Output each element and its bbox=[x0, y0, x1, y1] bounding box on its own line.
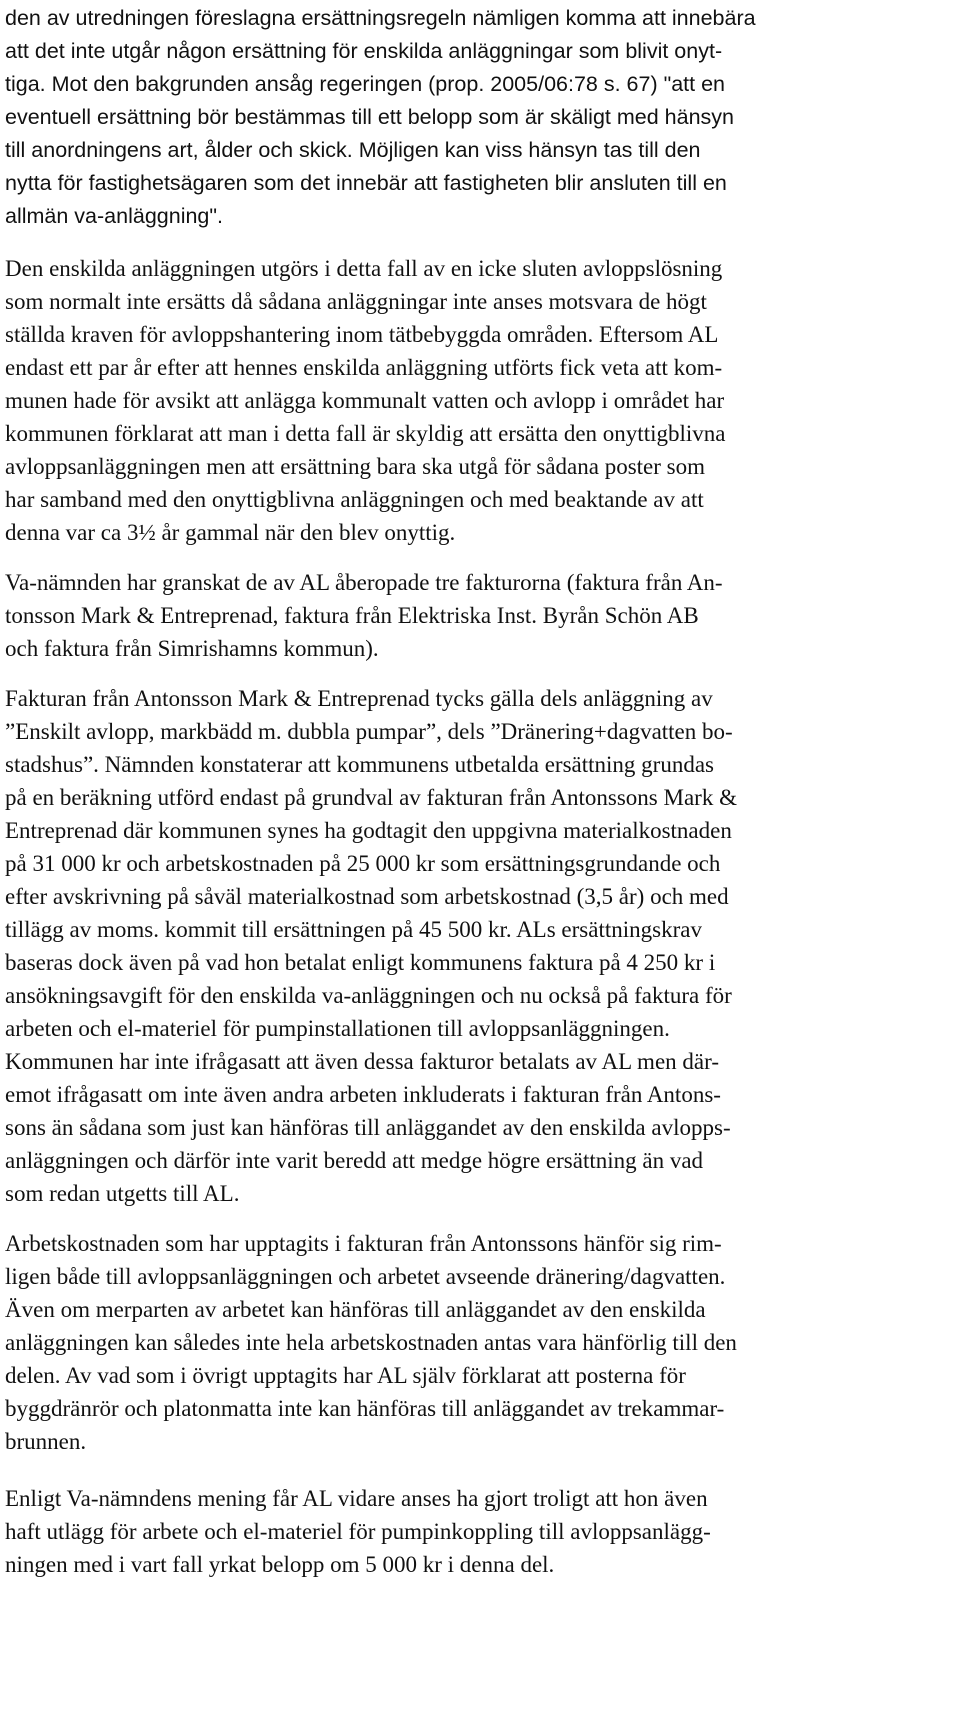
text-line: stadshus”. Nämnden konstaterar att kommunens utbetalda ersättning grundas bbox=[5, 752, 714, 777]
text-line: nytta för fastighetsägaren som det innebär att fastigheten blir ansluten till en bbox=[5, 171, 727, 195]
text-line: Fakturan från Antonsson Mark & Entreprenad tycks gälla dels anläggning av bbox=[5, 686, 713, 711]
text-line: Arbetskostnaden som har upptagits i fakturan från Antonssons hänför sig rim- bbox=[5, 1231, 722, 1256]
text-line: anläggningen kan således inte hela arbetskostnaden antas vara hänförlig till den bbox=[5, 1330, 737, 1355]
text-line: ligen både till avloppsanläggningen och arbetet avseende dränering/dagvatten. bbox=[5, 1264, 726, 1289]
text-line: anläggningen och därför inte varit beredd att medge högre ersättning än vad bbox=[5, 1148, 704, 1173]
text-line: som redan utgetts till AL. bbox=[5, 1181, 240, 1206]
text-line: Entreprenad där kommunen synes ha godtagit den uppgivna materialkostnaden bbox=[5, 818, 732, 843]
text-line: på en beräkning utförd endast på grundval av fakturan från Antonssons Mark & bbox=[5, 785, 737, 810]
text-line: avloppsanläggningen men att ersättning bara ska utgå för sådana poster som bbox=[5, 454, 706, 479]
text-line: arbeten och el-materiel för pumpinstallationen till avloppsanläggningen. bbox=[5, 1016, 670, 1041]
text-line: tiga. Mot den bakgrunden ansåg regeringen (prop. 2005/06:78 s. 67) "att en bbox=[5, 72, 726, 96]
text-line: tillägg av moms. kommit till ersättningen på 45 500 kr. ALs ersättningskrav bbox=[5, 917, 702, 942]
text-line: Va-nämnden har granskat de av AL åberopade tre fakturorna (faktura från An- bbox=[5, 570, 723, 595]
text-line: att det inte utgår någon ersättning för enskilda anläggningar som blivit onyt- bbox=[5, 39, 723, 63]
text-line: sons än sådana som just kan hänföras till anläggandet av den enskilda avlopps- bbox=[5, 1115, 731, 1140]
text-line: ”Enskilt avlopp, markbädd m. dubbla pumpar”, dels ”Dränering+dagvatten bo- bbox=[5, 719, 733, 744]
text-line: eventuell ersättning bör bestämmas till ett belopp som är skäligt med hänsyn bbox=[5, 105, 734, 129]
text-line: baseras dock även på vad hon betalat enligt kommunens faktura på 4 250 kr i bbox=[5, 950, 716, 975]
text-line: på 31 000 kr och arbetskostnaden på 25 000 kr som ersättningsgrundande och bbox=[5, 851, 721, 876]
text-line: haft utlägg för arbete och el-materiel för pumpinkoppling till avloppsanlägg- bbox=[5, 1519, 711, 1544]
text-line: Även om merparten av arbetet kan hänföras till anläggandet av den enskilda bbox=[5, 1297, 706, 1322]
text-line: som normalt inte ersätts då sådana anläggningar inte anses motsvara de högt bbox=[5, 289, 707, 314]
text-line: har samband med den onyttigblivna anläggningen och med beaktande av att bbox=[5, 487, 704, 512]
text-line: kommunen förklarat att man i detta fall är skyldig att ersätta den onyttigblivna bbox=[5, 421, 726, 446]
text-line: byggdränrör och platonmatta inte kan hänföras till anläggandet av trekammar- bbox=[5, 1396, 725, 1421]
text-line: ställda kraven för avloppshantering inom tätbebyggda områden. Eftersom AL bbox=[5, 322, 719, 347]
text-line: delen. Av vad som i övrigt upptagits har AL själv förklarat att posterna för bbox=[5, 1363, 686, 1388]
text-line: allmän va-anläggning". bbox=[5, 204, 223, 228]
text-line: denna var ca 3½ år gammal när den blev onyttig. bbox=[5, 520, 456, 545]
text-line: ansökningsavgift för den enskilda va-anläggningen och nu också på faktura för bbox=[5, 983, 732, 1008]
text-line: till anordningens art, ålder och skick. Möjligen kan viss hänsyn tas till den bbox=[5, 138, 701, 162]
text-line: tonsson Mark & Entreprenad, faktura från Elektriska Inst. Byrån Schön AB bbox=[5, 603, 699, 628]
text-line: Enligt Va-nämndens mening får AL vidare anses ha gjort troligt att hon även bbox=[5, 1486, 708, 1511]
text-line: munen hade för avsikt att anlägga kommunalt vatten och avlopp i området har bbox=[5, 388, 725, 413]
text-line: Den enskilda anläggningen utgörs i detta fall av en icke sluten avloppslösning bbox=[5, 256, 723, 281]
text-line: emot ifrågasatt om inte även andra arbeten inkluderats i fakturan från Antons- bbox=[5, 1082, 721, 1107]
text-line: ningen med i vart fall yrkat belopp om 5 000 kr i denna del. bbox=[5, 1552, 555, 1577]
text-line: Kommunen har inte ifrågasatt att även dessa fakturor betalats av AL men där- bbox=[5, 1049, 719, 1074]
text-line: endast ett par år efter att hennes enskilda anläggning utförts fick veta att kom- bbox=[5, 355, 723, 380]
text-line: brunnen. bbox=[5, 1429, 87, 1454]
text-line: och faktura från Simrishamns kommun). bbox=[5, 636, 379, 661]
text-line: den av utredningen föreslagna ersättningsregeln nämligen komma att innebära bbox=[5, 6, 756, 30]
text-line: efter avskrivning på såväl materialkostnad som arbetskostnad (3,5 år) och med bbox=[5, 884, 729, 909]
